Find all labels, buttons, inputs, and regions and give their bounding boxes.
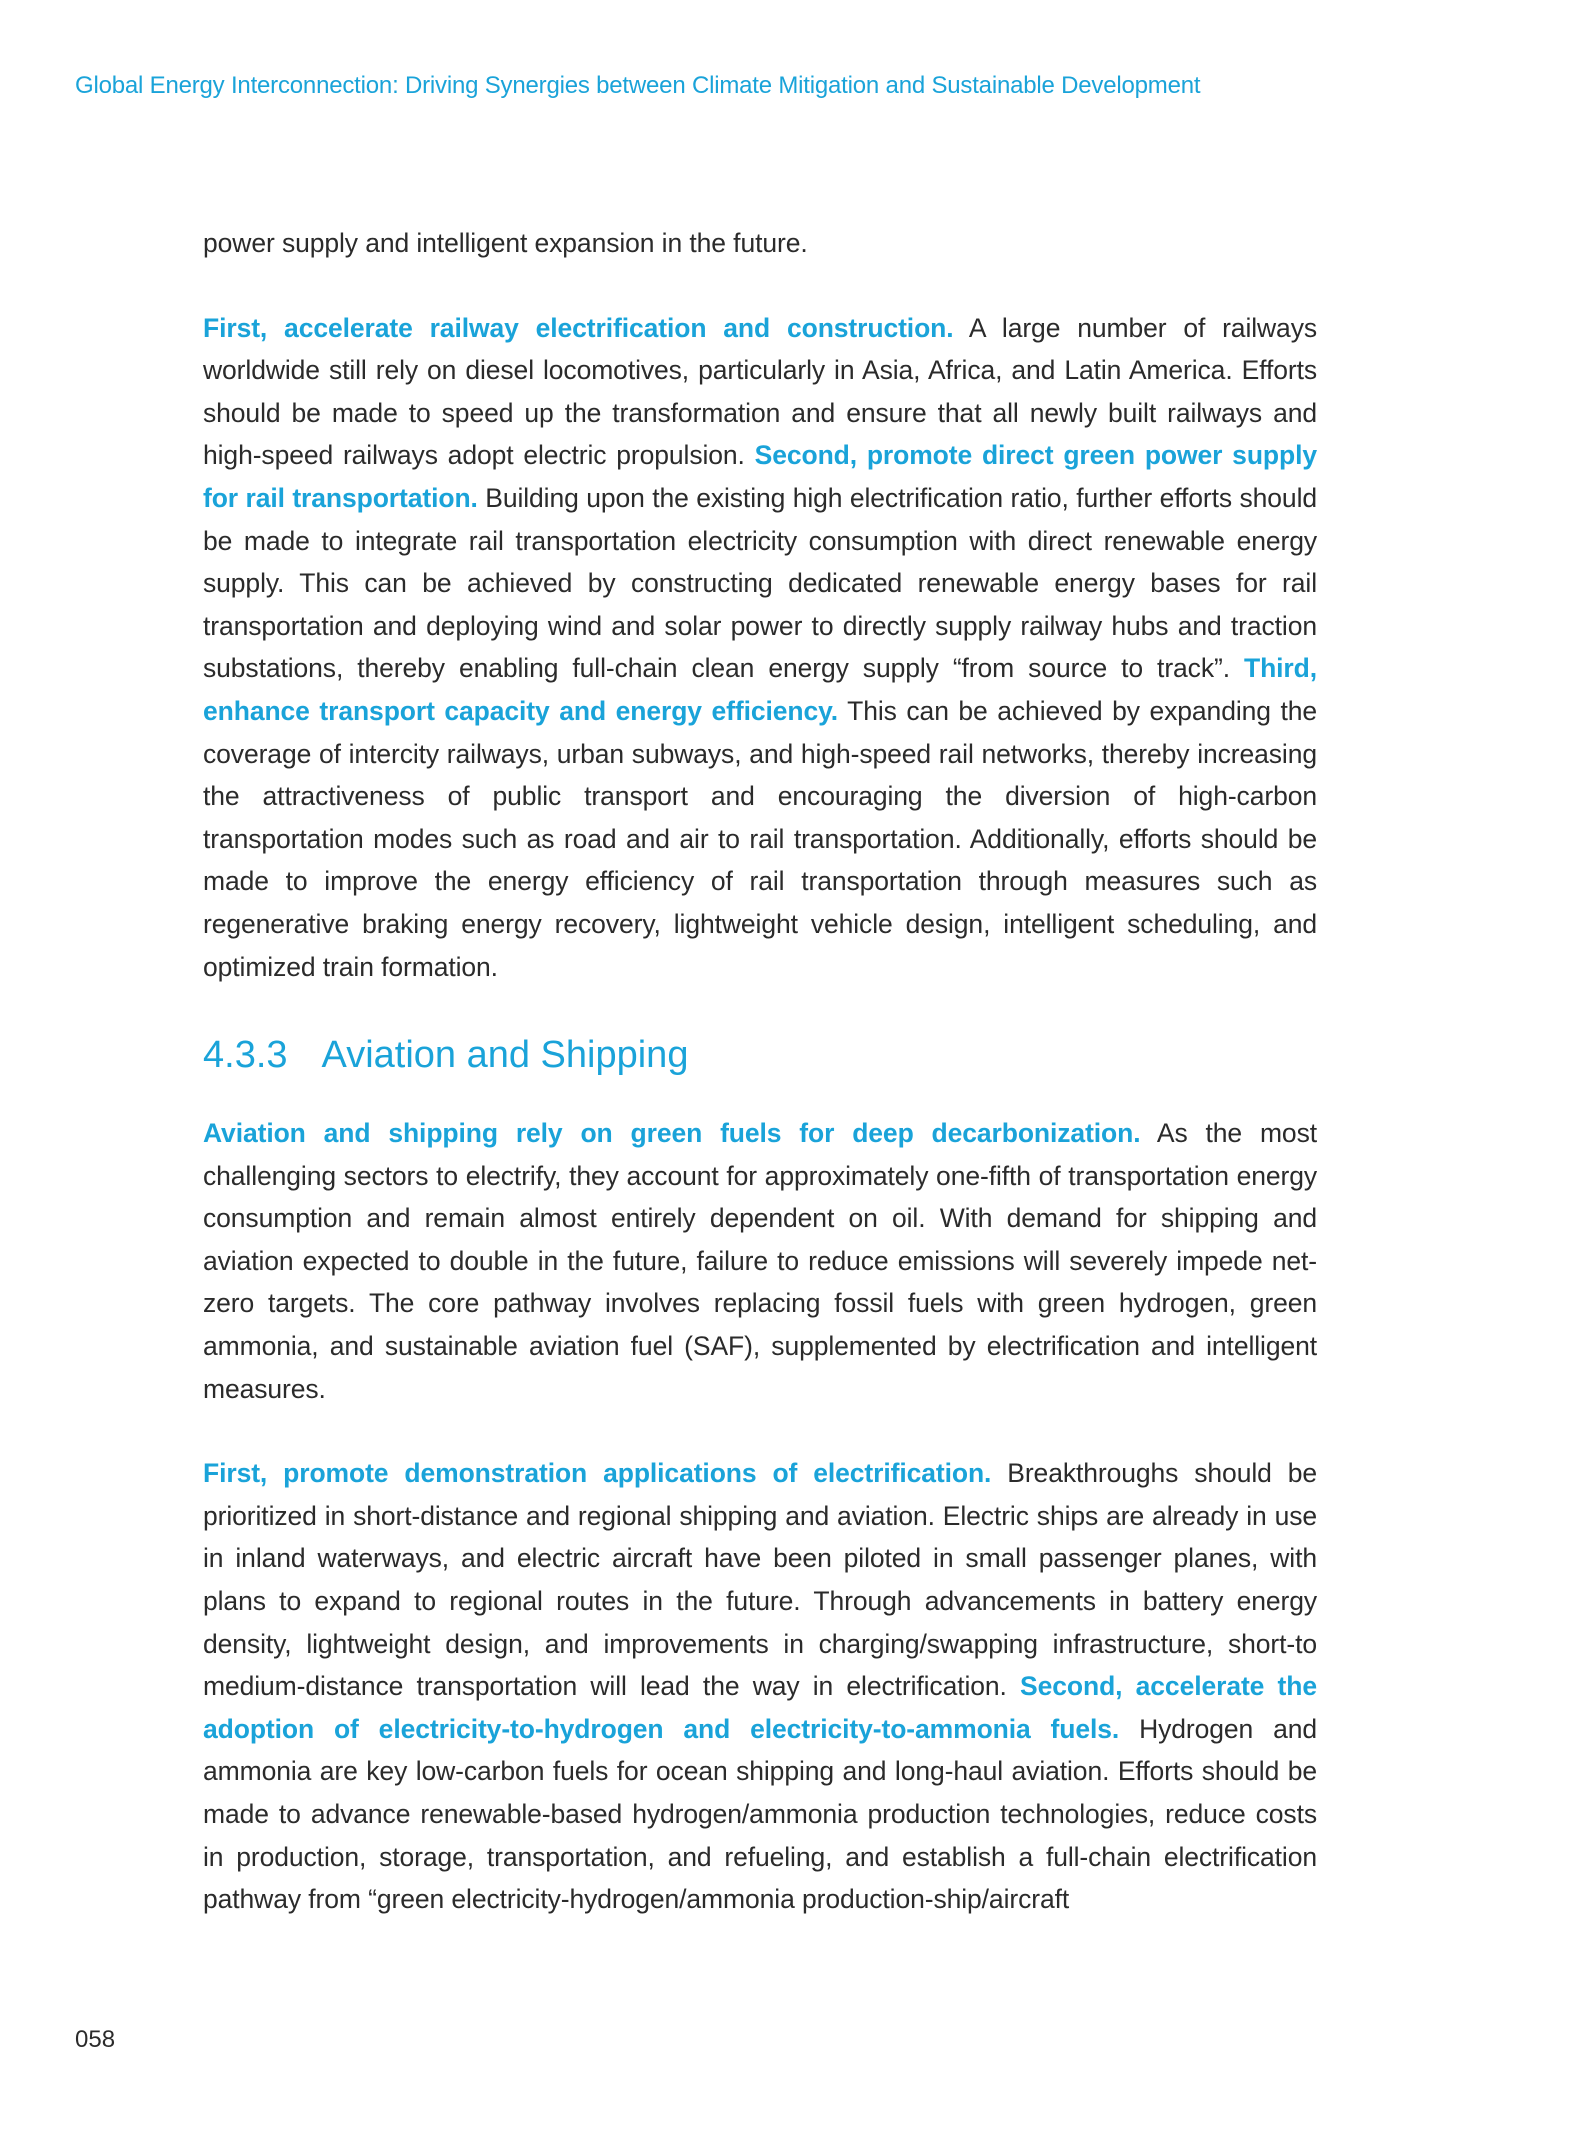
body-text: Hydrogen and ammonia are key low-carbon fuels for ocean shipping and long-haul aviation. Efforts should be made to advance renewable-based hydrogen/ammonia production technologies, reduce costs in production, storage, transportation, and refueling, and establish a full-chain electrification pathway from “green electricity-hydrogen/ammonia production-ship/aircraft	[203, 1713, 1317, 1915]
paragraph	[203, 1112, 1317, 1410]
page-body	[203, 222, 1317, 1963]
paragraph	[203, 307, 1317, 989]
body-text: This can be achieved by expanding the coverage of intercity railways, urban subways, and high-speed rail networks, thereby increasing the attractiveness of public transport and encouraging the diversion of high-carbon transportation modes such as road and air to rail transportation. Additionally, efforts should be made to improve the energy efficiency of rail transportation through measures such as regenerative braking energy recovery, lightweight vehicle design, intelligent scheduling, and optimized train formation.	[203, 695, 1318, 982]
body-text: Breakthroughs should be prioritized in short-distance and regional shipping and aviation. Electric ships are already in use in inland waterways, and electric aircraft have been piloted in small passenger planes, with plans to expand to regional routes in the future. Through advancements in battery energy density, lightweight design, and improvements in charging/swapping infrastructure, short-to medium-distance transportation will lead the way in electrification.	[203, 1458, 1317, 1702]
body-text: As the most challenging sectors to electrify, they account for approximately one-fifth of transportation energy consumption and remain almost entirely dependent on oil. With demand for shipping and aviation expected to double in the future, failure to reduce emissions will severely impede net-zero targets. The core pathway involves replacing fossil fuels with green hydrogen, green ammonia, and sustainable aviation fuel (SAF), supplemented by electrification and intelligent measures.	[203, 1118, 1317, 1404]
body-text: power supply and intelligent expansion in the future.	[203, 228, 808, 258]
paragraph	[203, 1452, 1317, 1921]
body-text: A large number of railways worldwide still rely on diesel locomotives, particularly in Asia, Africa, and Latin America. Efforts should be made to speed up the transformation and ensure that all newly built railways and high-speed railways adopt electric propulsion.	[203, 312, 1317, 471]
highlighted-lead-sentence: Second, accelerate the adoption of electricity-to-hydrogen and electricity-to-ammonia fuels.	[203, 1671, 1317, 1744]
highlighted-lead-sentence: First, promote demonstration applications of electrification.	[203, 1458, 992, 1489]
section-number: 4.3.3	[203, 1034, 288, 1077]
section-heading	[203, 1030, 1317, 1080]
section-title: Aviation and Shipping	[321, 1034, 689, 1077]
paragraphs-after	[203, 1112, 1317, 1921]
highlighted-lead-sentence: Third, enhance transport capacity and energy efficiency.	[203, 653, 1317, 726]
running-header: Global Energy Interconnection: Driving Synergies between Climate Mitigation and Sustainable Development	[75, 72, 1201, 99]
body-text: Building upon the existing high electrification ratio, further efforts should be made to integrate rail transportation electricity consumption with direct renewable energy supply. This can be achieved by constructing dedicated renewable energy bases for rail transportation and deploying wind and solar power to directly supply railway hubs and traction substations, thereby enabling full-chain clean energy supply “from source to track”.	[203, 482, 1318, 684]
highlighted-lead-sentence: First, accelerate railway electrification and construction.	[203, 312, 954, 343]
highlighted-lead-sentence: Aviation and shipping rely on green fuels for deep decarbonization.	[203, 1118, 1141, 1149]
highlighted-lead-sentence: Second, promote direct green power supply for rail transportation.	[203, 440, 1317, 513]
paragraphs-before	[203, 222, 1317, 988]
page-number: 058	[75, 2026, 116, 2053]
paragraph	[203, 222, 1317, 265]
